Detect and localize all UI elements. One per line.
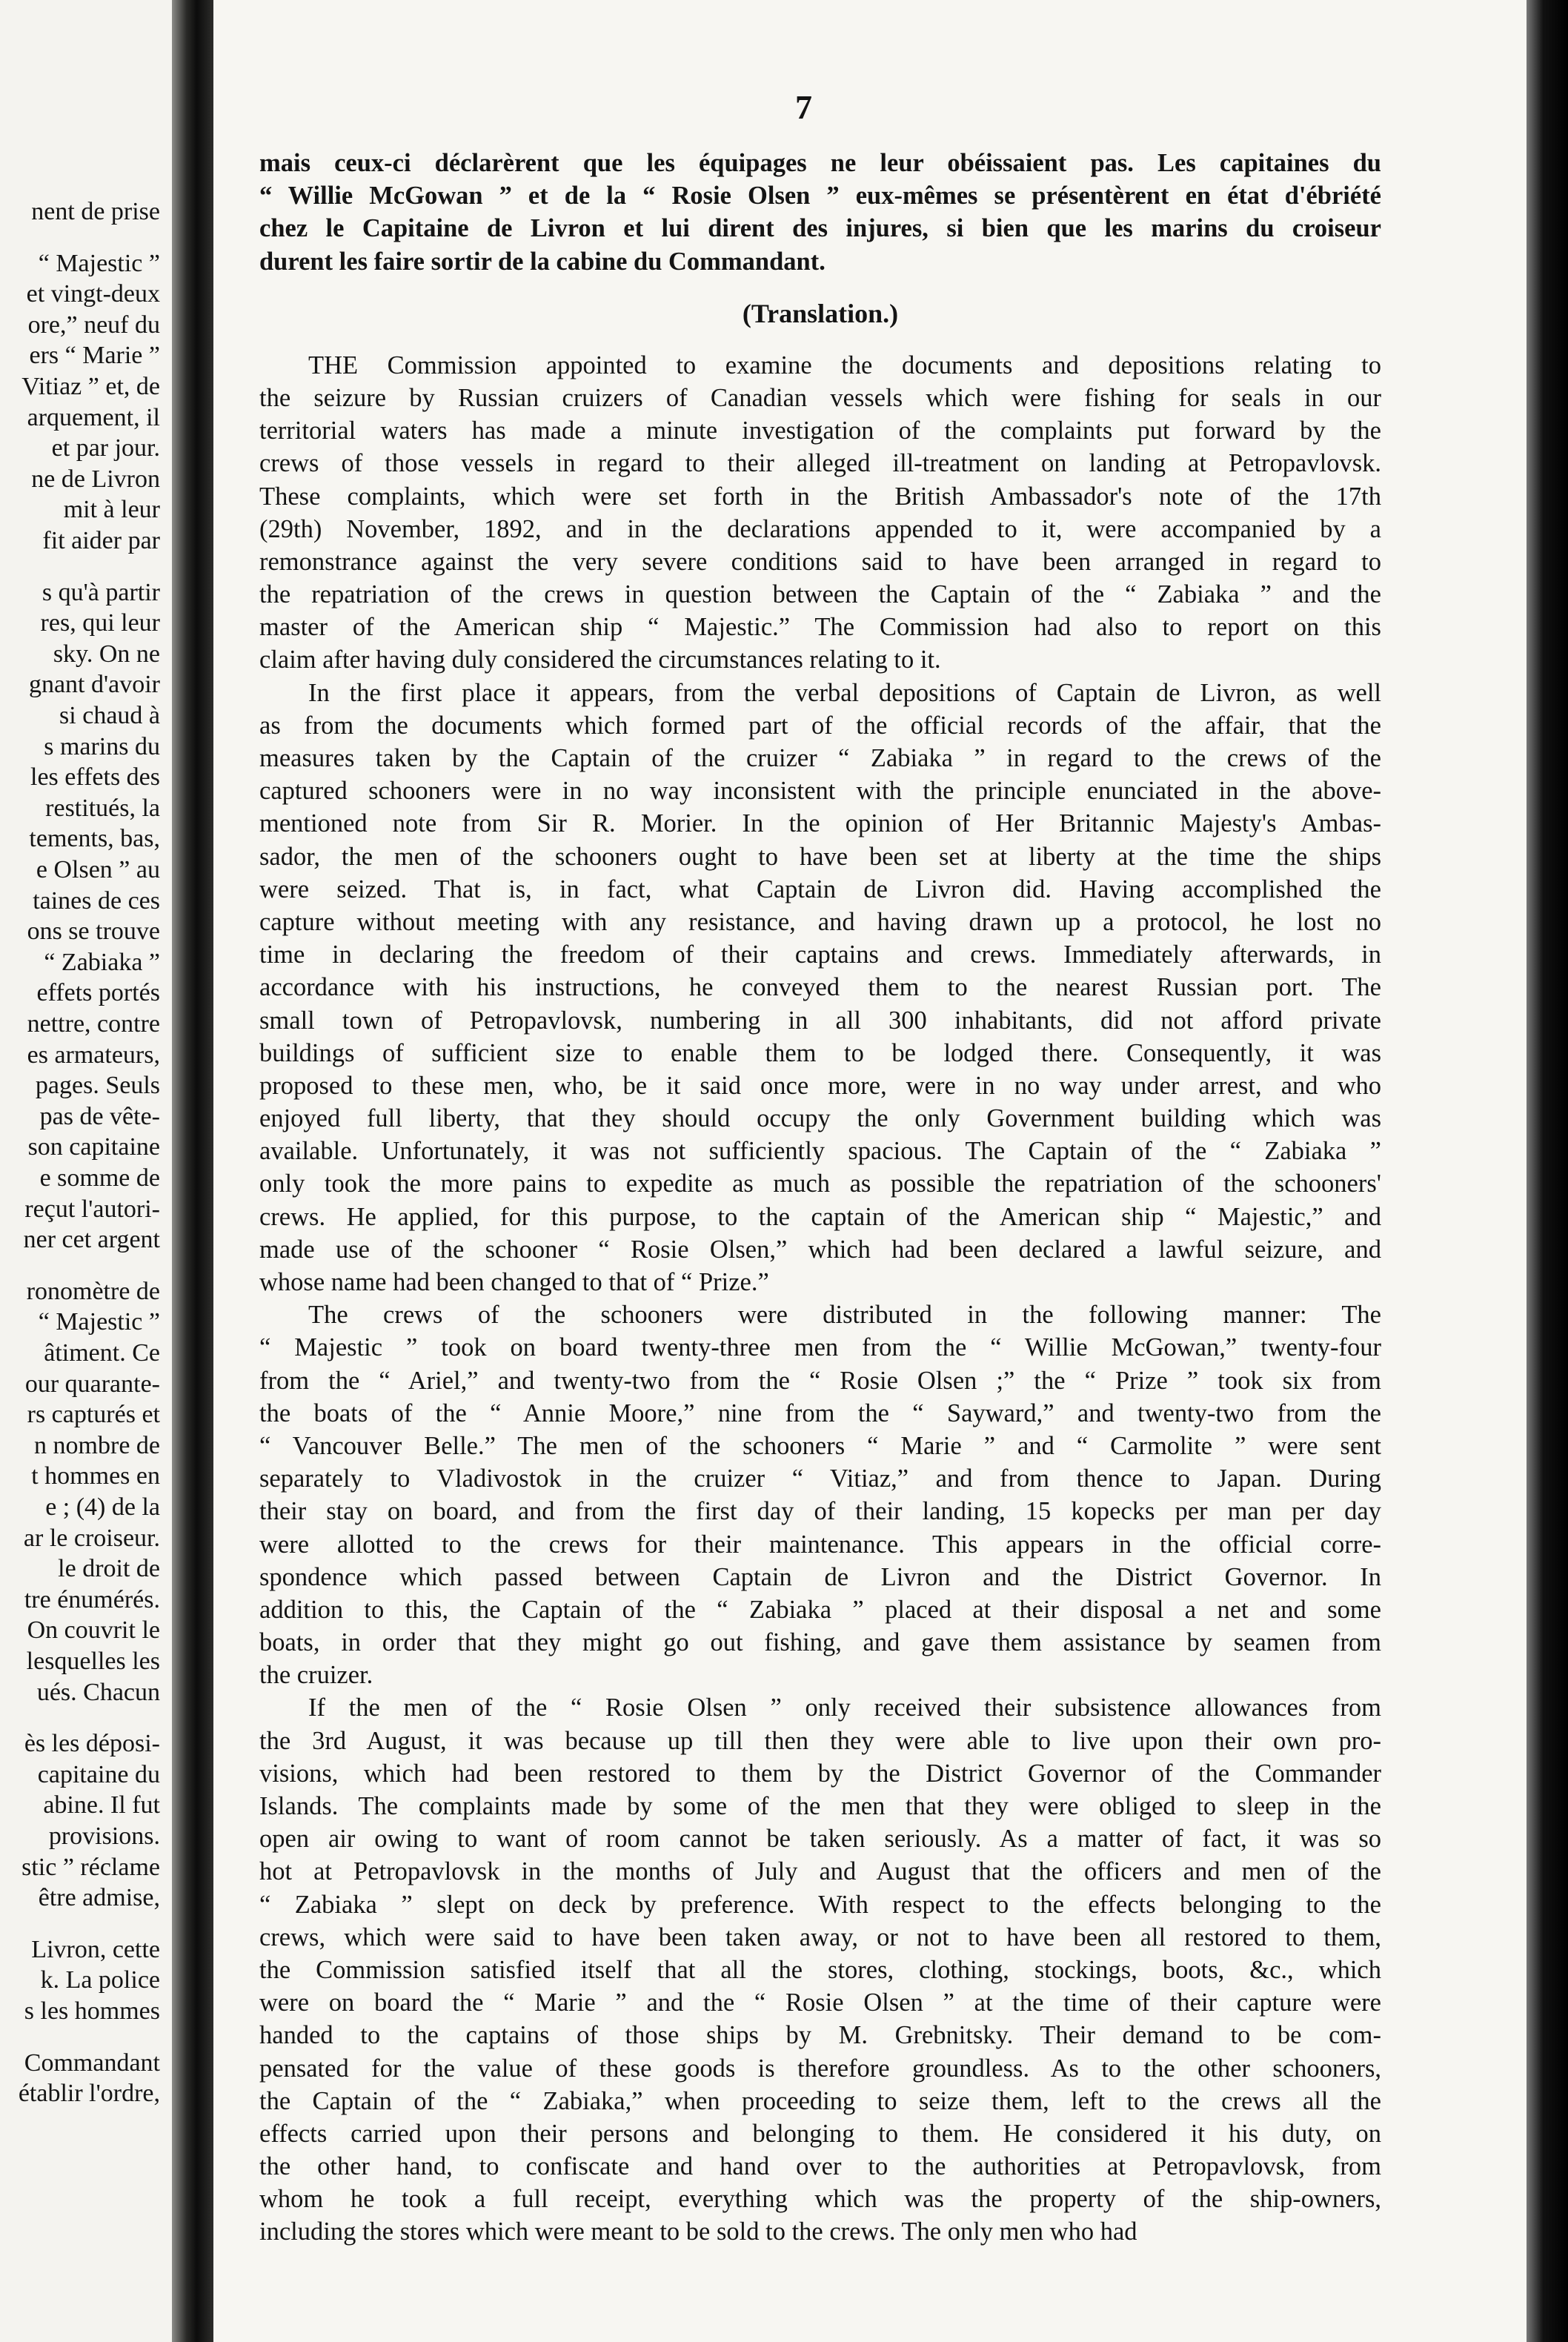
- text-line: visions, which had been restored to them by the District Governor of the Commander: [259, 1759, 1381, 1788]
- text-line: The crews of the schooners were distributed in the following manner: The: [308, 1301, 1381, 1330]
- translation-heading: (Translation.): [742, 298, 899, 328]
- facing-page-line: provisions.: [48, 1822, 160, 1850]
- text-line: “ Zabiaka ” slept on deck by preference. With respect to the effects belonging to the: [259, 1890, 1381, 1919]
- facing-page-line: restitués, la: [45, 794, 160, 822]
- facing-page-line: taines de ces: [33, 886, 160, 915]
- facing-page-line: si chaud à: [59, 702, 160, 729]
- text-line: the Commission satisfied itself that all the stores, clothing, stockings, boots, &c., which: [259, 1955, 1381, 1984]
- text-line: including the stores which were meant to be sold to the crews. The only men who had: [259, 2217, 1137, 2246]
- text-line: sador, the men of the schooners ought to have been set at liberty at the time the ships: [259, 842, 1381, 871]
- text-line: In the first place it appears, from the verbal depositions of Captain de Livron, as well: [308, 678, 1381, 707]
- text-line: (29th) November, 1892, and in the declarations appended to it, were accompanied by a: [259, 514, 1381, 543]
- text-line: territorial waters has made a minute investigation of the complaints put forward by the: [259, 417, 1381, 445]
- facing-page-line: ar le croiseur.: [23, 1524, 160, 1552]
- facing-page-line: tements, bas,: [29, 825, 160, 853]
- facing-page-line: tre énumérés.: [24, 1585, 160, 1613]
- facing-page-line: s marins du: [44, 732, 160, 760]
- text-line: “ Vancouver Belle.” The men of the schooners “ Marie ” and “ Carmolite ” were sent: [259, 1431, 1381, 1460]
- facing-page-line: et vingt-deux: [26, 280, 160, 308]
- facing-page-fragment: [0, 0, 172, 2342]
- text-line: If the men of the “ Rosie Olsen ” only received their subsistence allowances from: [308, 1694, 1381, 1722]
- text-line: measures taken by the Captain of the cruizer “ Zabiaka ” in regard to the crews of the: [259, 744, 1381, 772]
- facing-page-line: n nombre de: [34, 1431, 160, 1459]
- facing-page-line: res, qui leur: [40, 609, 160, 637]
- facing-page-line: arquement, il: [27, 403, 160, 431]
- facing-page-line: ner cet argent: [23, 1226, 160, 1254]
- facing-page-line: gnant d'avoir: [28, 671, 160, 699]
- text-line: These complaints, which were set forth in the British Ambassador's note of the 17th: [259, 482, 1381, 511]
- text-line: effects carried upon their persons and belonging to them. He considered it his duty, on: [259, 2119, 1381, 2148]
- facing-page-line: abine. Il fut: [43, 1791, 160, 1819]
- facing-page-line: fit aider par: [42, 527, 160, 554]
- text-line: crews. He applied, for this purpose, to the captain of the American ship “ Majestic,” and: [259, 1202, 1381, 1231]
- facing-page-line: Vitiaz ” et, de: [21, 373, 160, 400]
- text-line: remonstrance against the very severe conditions said to have been arranged in regard to: [259, 547, 1381, 576]
- facing-page-line: es armateurs,: [27, 1041, 160, 1069]
- facing-page-line: nettre, contre: [27, 1010, 160, 1038]
- facing-page-line: t hommes en: [31, 1462, 160, 1490]
- text-line: hot at Petropavlovsk in the months of July and August that the officers and men of the: [259, 1857, 1381, 1886]
- text-line: the other hand, to confiscate and hand over to the authorities at Petropavlovsk, from: [259, 2152, 1381, 2181]
- text-line: pensated for the value of these goods is therefore groundless. As to the other schooners,: [259, 2054, 1381, 2083]
- text-line: mais ceux-ci déclarèrent que les équipages ne leur obéissaient pas. Les capitaines du: [259, 149, 1381, 177]
- text-line: crews of those vessels in regard to their alleged ill-treatment on landing at Petropavlovsk.: [259, 449, 1381, 478]
- facing-page-line: rs capturés et: [27, 1401, 160, 1429]
- text-line: addition to this, the Captain of the “ Zabiaka ” placed at their disposal a net and some: [259, 1595, 1381, 1624]
- facing-page-line: âtiment. Ce: [44, 1339, 160, 1367]
- facing-page-line: établir l'ordre,: [18, 2080, 160, 2108]
- facing-page-line: nent de prise: [31, 198, 160, 225]
- french-paragraph: [259, 147, 1381, 278]
- page-body: [259, 147, 1381, 2249]
- text-line: were seized. That is, in fact, what Captain de Livron did. Having accomplished the: [259, 875, 1381, 903]
- text-line: as from the documents which formed part of the official records of the affair, that the: [259, 711, 1381, 740]
- text-line: the Captain of the “ Zabiaka,” when proceeding to seize them, left to the crews all the: [259, 2086, 1381, 2115]
- text-line: the boats of the “ Annie Moore,” nine from the “ Sayward,” and twenty-two from the: [259, 1399, 1381, 1427]
- facing-page-line: lesquelles les: [26, 1648, 160, 1675]
- book-gutter: [172, 0, 213, 2342]
- text-line: small town of Petropavlovsk, numbering in all 300 inhabitants, did not afford private: [259, 1006, 1381, 1035]
- facing-page-line: “ Majestic ”: [38, 249, 160, 277]
- facing-page-line: s qu'à partir: [41, 578, 160, 606]
- facing-page-line: e somme de: [39, 1164, 160, 1192]
- facing-page-line: e Olsen ” au: [36, 856, 160, 883]
- facing-page-line: ne de Livron: [31, 465, 160, 493]
- text-line: were allotted to the crews for their maintenance. This appears in the official corre-: [259, 1530, 1381, 1559]
- facing-page-line: ers “ Marie ”: [29, 342, 160, 370]
- facing-page-line: ronomètre de: [26, 1277, 160, 1305]
- facing-page-line: et par jour.: [51, 434, 160, 462]
- facing-page-line: Commandant: [24, 2049, 160, 2077]
- text-line: THE Commission appointed to examine the documents and depositions relating to: [308, 351, 1381, 379]
- facing-page-line: s les hommes: [24, 1997, 160, 2025]
- facing-page-line: reçut l'autori-: [24, 1195, 160, 1223]
- page-edge: [1527, 0, 1568, 2342]
- text-line: the cruizer.: [259, 1661, 373, 1690]
- page-number: 7: [795, 88, 812, 126]
- facing-page-line: “ Majestic ”: [38, 1308, 160, 1336]
- translation-body: [259, 349, 1381, 2249]
- text-line: boats, in order that they might go out fishing, and gave them assistance by seamen from: [259, 1628, 1381, 1657]
- text-line: enjoyed full liberty, that they should occupy the only Government building which was: [259, 1104, 1381, 1133]
- text-line: chez le Capitaine de Livron et lui dirent des injures, si bien que les marins du croiseur: [259, 214, 1381, 243]
- facing-page-line: stic ” réclame: [21, 1853, 160, 1881]
- facing-page-line: Livron, cette: [31, 1935, 160, 1963]
- facing-page-line: ués. Chacun: [36, 1678, 160, 1706]
- facing-page-line: our quarante-: [24, 1370, 160, 1398]
- text-line: open air owing to want of room cannot be taken seriously. As a matter of fact, it was so: [259, 1825, 1381, 1854]
- text-line: the repatriation of the crews in question between the Captain of the “ Zabiaka ” and the: [259, 580, 1381, 609]
- text-line: “ Majestic ” took on board twenty-three men from the “ Willie McGowan,” twenty-four: [259, 1333, 1381, 1362]
- text-line: whose name had been changed to that of “ Prize.”: [259, 1268, 769, 1296]
- facing-page-line: capitaine du: [37, 1760, 160, 1788]
- text-line: were on board the “ Marie ” and the “ Rosie Olsen ” at the time of their capture were: [259, 1988, 1381, 2017]
- facing-page-line: “ Zabiaka ”: [44, 948, 160, 976]
- facing-page-line: ès les déposi-: [24, 1730, 160, 1758]
- text-line: separately to Vladivostok in the cruizer “ Vitiaz,” and from thence to Japan. During: [259, 1464, 1381, 1493]
- facing-page-line: e ; (4) de la: [45, 1493, 160, 1521]
- text-line: the 3rd August, it was because up till then they were able to live upon their own pro-: [259, 1726, 1381, 1755]
- text-line: time in declaring the freedom of their captains and crews. Immediately afterwards, in: [259, 941, 1381, 969]
- facing-page-line: ore,” neuf du: [27, 311, 160, 339]
- text-line: handed to the captains of those ships by M. Grebnitsky. Their demand to be com-: [259, 2021, 1381, 2050]
- text-line: capture without meeting with any resistance, and having drawn up a protocol, he lost no: [259, 907, 1381, 936]
- text-line: mentioned note from Sir R. Morier. In the opinion of Her Britannic Majesty's Ambas-: [259, 809, 1381, 838]
- text-line: Islands. The complaints made by some of the men that they were obliged to sleep in the: [259, 1792, 1381, 1820]
- text-line: the seizure by Russian cruizers of Canadian vessels which were fishing for seals in our: [259, 383, 1381, 412]
- text-line: claim after having duly considered the circumstances relating to it.: [259, 646, 941, 674]
- text-line: proposed to these men, who, be it said once more, were in no way under arrest, and who: [259, 1071, 1381, 1100]
- text-line: “ Willie McGowan ” et de la “ Rosie Olsen ” eux-mêmes se présentèrent en état d'ébriété: [259, 182, 1381, 210]
- facing-page-line: mit à leur: [63, 496, 160, 524]
- text-line: spondence which passed between Captain de Livron and the District Governor. In: [259, 1562, 1381, 1591]
- text-line: durent les faire sortir de la cabine du Commandant.: [259, 247, 825, 276]
- text-line: accordance with his instructions, he conveyed them to the nearest Russian port. The: [259, 973, 1381, 1002]
- text-line: whom he took a full receipt, everything which was the property of the ship-owners,: [259, 2185, 1381, 2214]
- facing-page-line: son capitaine: [27, 1133, 160, 1161]
- text-line: only took the more pains to expedite as much as possible the repatriation of the schooners': [259, 1170, 1381, 1198]
- text-line: from the “ Ariel,” and twenty-two from the “ Rosie Olsen ;” the “ Prize ” took six from: [259, 1366, 1381, 1395]
- facing-page-line: sky. On ne: [53, 640, 160, 668]
- facing-page-line: On couvrit le: [27, 1616, 160, 1645]
- facing-page-line: pas de vête-: [39, 1102, 160, 1130]
- facing-page-line: effets portés: [36, 979, 160, 1007]
- facing-page-line: le droit de: [58, 1555, 160, 1583]
- facing-page-line: les effets des: [30, 763, 160, 792]
- text-line: made use of the schooner “ Rosie Olsen,” which had been declared a lawful seizure, and: [259, 1235, 1381, 1264]
- text-line: their stay on board, and from the first day of their landing, 15 kopecks per man per day: [259, 1497, 1381, 1526]
- facing-page-line: pages. Seuls: [35, 1072, 160, 1100]
- text-line: available. Unfortunately, it was not sufficiently spacious. The Captain of the “ Zabiaka ”: [259, 1137, 1381, 1166]
- text-line: buildings of sufficient size to enable them to be lodged there. Consequently, it was: [259, 1038, 1381, 1067]
- facing-page-line: k. La police: [40, 1966, 160, 1994]
- facing-page-line: ons se trouve: [27, 918, 160, 946]
- text-line: crews, which were said to have been taken away, or not to have been all restored to them,: [259, 1923, 1381, 1951]
- facing-page-line: être admise,: [38, 1884, 160, 1912]
- text-line: master of the American ship “ Majestic.” The Commission had also to report on this: [259, 613, 1381, 642]
- text-line: captured schooners were in no way inconsistent with the principle enunciated in the above-: [259, 777, 1381, 806]
